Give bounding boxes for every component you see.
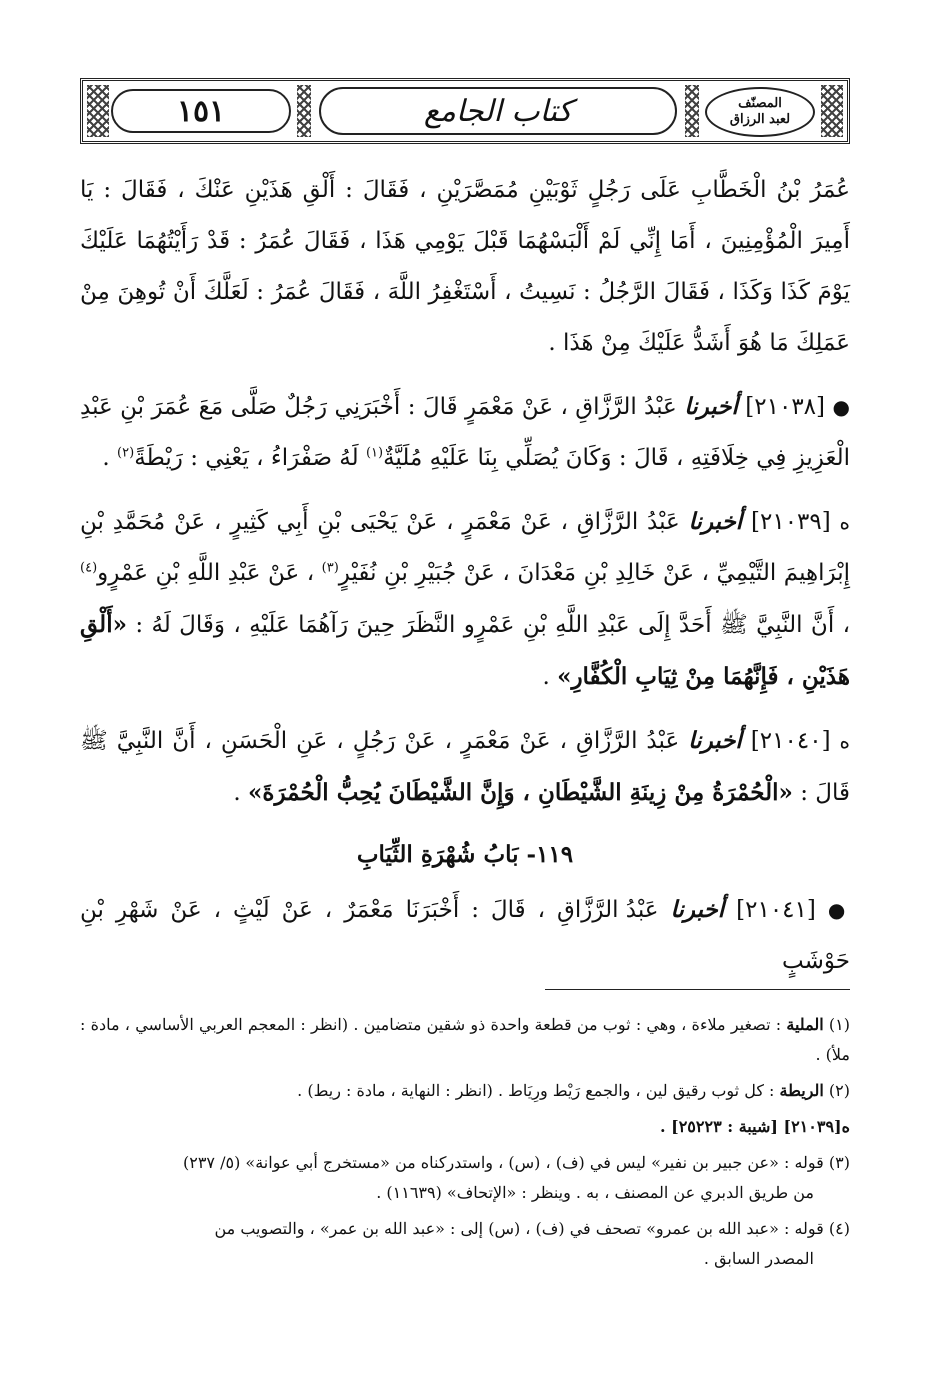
akhbarana-label: أخبرنا bbox=[688, 508, 743, 535]
footnote-term: الريطة bbox=[779, 1081, 824, 1100]
hadith-text: عَبْدُ الرَّزَّاقِ ، عَنْ مَعْمَرٍ ، عَنْ يَحْيَى بْنِ أَبِي كَثِيرٍ ، عَنْ مُحَمَّدِ بْنِ إِبْرَاهِيمَ التَّيْمِيِّ ، عَنْ خَالِدِ بْنِ مَعْدَانَ ، عَنْ جُبَيْرِ بْنِ نُفَيْرٍ bbox=[80, 509, 851, 586]
footnote-number: (٤) bbox=[828, 1219, 850, 1238]
ornament-mid-right bbox=[685, 85, 699, 137]
book-title: كتاب الجامع bbox=[319, 87, 677, 135]
prophetic-quote: «الْحُمْرَةُ مِنْ زِينَةِ الشَّيْطَانِ ، وَإِنَّ الشَّيْطَانَ يُحِبُّ الْحُمْرَةَ» bbox=[248, 779, 793, 806]
bullet-marker: ه bbox=[839, 729, 851, 753]
footnote-text: قوله : «عن جبير بن نفير» ليس في (ف) ، (س) ، واستدركناه من «مستخرج أبي عوانة» (٥/ ٢٣٧) bbox=[182, 1153, 824, 1172]
paragraph-text: عُمَرُ بْنُ الْخَطَّابِ عَلَى رَجُلٍ ثَوْبَيْنِ مُمَصَّرَيْنِ ، فَقَالَ : أَلْقِ هَذَيْنِ عَنْكَ ، فَقَالَ : يَا أَمِيرَ الْمُؤْمِنِينَ ، أَمَا إِنِّي لَمْ أَلْبَسْهُمَا قَبْلَ يَوْمِي هَذَا ، فَقَالَ عُمَرُ : قَدْ رَأَيْتُهُمَا عَلَيْكَ يَوْمَ كَذَا وَكَذَا ، فَقَالَ الرَّجُلُ : نَسِيتُ ، أَسْتَغْفِرُ اللَّهَ ، فَقَالَ عُمَرُ : لَعَلَّكَ أَنْ تُوهِنَ مِنْ عَمَلِكَ مَا هُوَ أَشَدُّ عَلَيْكَ مِنْ هَذَا . bbox=[80, 177, 850, 356]
hadith-21040 bbox=[80, 715, 850, 819]
akhbarana-label: أخبرنا bbox=[670, 896, 725, 923]
akhbarana-label: أخبرنا bbox=[688, 727, 742, 754]
hadith-number: [٢١٠٤١] bbox=[736, 897, 816, 923]
ornament-right bbox=[821, 85, 843, 137]
hadith-text: عَبْدُ الرَّزَّاقِ ، عَنْ مَعْمَرٍ ، عَنْ رَجُلٍ ، عَنِ الْحَسَنِ ، أَنَّ النَّبِيَّ ﷺ قَالَ : bbox=[80, 728, 850, 806]
hadith-21038 bbox=[80, 381, 850, 484]
bullet-marker: ه bbox=[839, 510, 851, 534]
hadith-text: ، عَنْ عَبْدِ اللَّهِ بْنِ عَمْرٍو bbox=[97, 560, 315, 586]
hadith-number: [٢١٠٣٨] bbox=[745, 394, 826, 420]
hadith-text: عَبْدُ الرَّزَّاقِ ، قَالَ : أَخْبَرَنَا مَعْمَرٌ ، عَنْ لَيْثٍ ، عَنْ شَهْرِ بْنِ حَوْشَبٍ bbox=[80, 897, 850, 974]
main-text bbox=[80, 165, 850, 987]
footnote-3 bbox=[80, 1148, 850, 1208]
reference-text: ه[٢١٠٣٩] [شيبة : ٢٥٢٢٣] . bbox=[659, 1117, 850, 1136]
hadith-21039 bbox=[80, 496, 850, 703]
prophetic-quote: «أَلْقِ هَذَيْنِ ، فَإِنَّهُمَا مِنْ ثِيَابِ الْكُفَّارِ» bbox=[80, 611, 850, 690]
footnote-ref[interactable]: (٣) bbox=[321, 560, 339, 576]
footnote-text: من طريق الدبري عن المصنف ، به . وينظر : «الإتحاف» (١١٦٣٩) . bbox=[376, 1183, 814, 1202]
footnote-ref[interactable]: (٢) bbox=[117, 445, 135, 461]
hadith-text: . bbox=[102, 445, 110, 471]
akhbarana-label: أخبرنا bbox=[684, 393, 738, 420]
footnote-text: قوله : «عبد الله بن عمرو» تصحف في (ف) ، (س) إلى : «عبد الله بن عمر» ، والتصويب من bbox=[214, 1219, 824, 1238]
hadith-text: عَبْدُ الرَّزَّاقِ ، عَنْ مَعْمَرٍ قَالَ : أَخْبَرَنِي رَجُلٌ صَلَّى مَعَ عُمَرَ بْنِ عَبْدِ الْعَزِيزِ فِي خِلَافَتِهِ ، قَالَ : وَكَانَ يُصَلِّي بِنَا عَلَيْهِ مُلَيَّةٌ bbox=[80, 394, 850, 471]
hadith-21041 bbox=[80, 884, 850, 987]
footnote-1 bbox=[80, 1010, 850, 1070]
series-logo-line1: المصنّف bbox=[738, 96, 782, 111]
page-header bbox=[80, 78, 850, 144]
source-reference bbox=[80, 1112, 850, 1142]
footnote-text: : كل ثوب رقيق لين ، والجمع رَيْط ورِيَاط . (انظر : النهاية ، مادة : ريط) . bbox=[297, 1081, 775, 1100]
bullet-marker: ● bbox=[832, 395, 851, 419]
footnote-term: الملية bbox=[786, 1015, 824, 1034]
series-logo-line2: لعبد الرزاق bbox=[729, 112, 791, 127]
bullet-marker: ● bbox=[827, 898, 850, 922]
page-number: ١٥١ bbox=[111, 89, 291, 133]
footnote-text: : تصغير ملاءة ، وهي : ثوب من قطعة واحدة ذو شقين متضامين . (انظر : المعجم العربي الأساسي ، مادة : ملأ) . bbox=[80, 1015, 850, 1064]
series-logo bbox=[705, 87, 815, 137]
paragraph-continuation bbox=[80, 165, 850, 369]
ornament-left bbox=[87, 85, 109, 137]
ornament-mid-left bbox=[297, 85, 311, 137]
footnote-4 bbox=[80, 1214, 850, 1274]
footnote-divider bbox=[545, 989, 850, 990]
footnote-number: (٣) bbox=[828, 1153, 850, 1172]
footnote-number: (٢) bbox=[828, 1081, 850, 1100]
footnotes-section bbox=[80, 1010, 850, 1280]
footnote-number: (١) bbox=[828, 1015, 850, 1034]
chapter-title: ١١٩- بَابُ شُهْرَةِ الثِّيَابِ bbox=[356, 841, 574, 868]
footnote-ref[interactable]: (١) bbox=[365, 445, 384, 461]
hadith-text: لَهُ صَفْرَاءُ ، يَعْنِي : رَيْطَةً bbox=[134, 445, 359, 471]
hadith-text: ، أَنَّ النَّبِيَّ ﷺ أَحَدَّ إِلَى عَبْدِ اللَّهِ بْنِ عَمْرٍو النَّظَرَ حِينَ رَآهُمَا عَلَيْهِ ، وَقَالَ لَهُ : bbox=[135, 612, 851, 638]
hadith-number: [٢١٠٣٩] bbox=[751, 509, 831, 535]
footnote-2 bbox=[80, 1076, 850, 1106]
hadith-text: . bbox=[542, 664, 550, 690]
hadith-number: [٢١٠٤٠] bbox=[750, 728, 831, 754]
footnote-ref[interactable]: (٤) bbox=[80, 560, 98, 576]
hadith-text: . bbox=[233, 780, 241, 806]
footnote-text: المصدر السابق . bbox=[703, 1249, 814, 1268]
